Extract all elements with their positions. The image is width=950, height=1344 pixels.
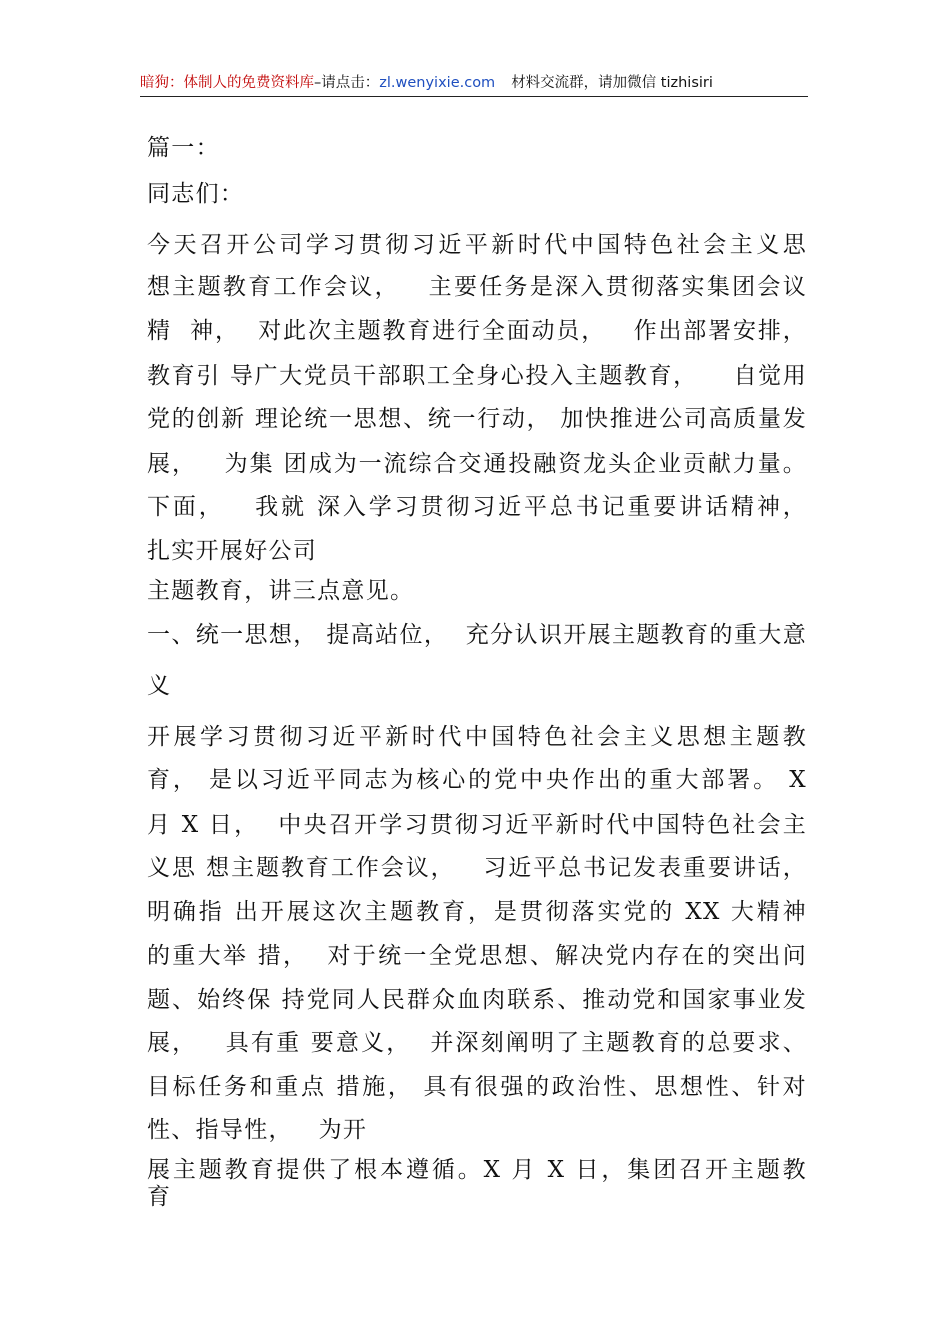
document-line: 月 X 日， 中央召开学习贯彻习近平新时代中国特色社会主 [147,812,807,838]
document-line: 育， 是以习近平同志为核心的党中央作出的重大部署。 X [147,767,807,793]
document-line: 主题教育，讲三点意见。 [147,578,415,604]
document-line: 篇一： [147,135,220,161]
header-url-link[interactable]: zl.wenyixie.com [379,75,496,91]
document-line: 一、统一思想， 提高站位， 充分认识开展主题教育的重大意 [147,622,807,648]
document-line: 性、指导性， 为开 [147,1117,368,1143]
document-line: 义思 想主题教育工作会议， 习近平总书记发表重要讲话， [147,855,807,881]
document-line: 扎实开展好公司 [147,538,318,564]
document-line: 展主题教育提供了根本遵循。X 月 X 日，集团召开主题教 [147,1157,807,1183]
document-line: 同志们： [147,181,245,207]
document-line: 的重大举 措， 对于统一全党思想、解决党内存在的突出问 [147,943,807,969]
document-line: 今天召开公司学习贯彻习近平新时代中国特色社会主义思 [147,232,807,258]
document-line: 题、始终保 持党同人民群众血肉联系、推动党和国家事业发 [147,987,807,1013]
header-site-name: 暗狗：体制人的免费资料库 [140,75,314,91]
document-line: 下面， 我就 深入学习贯彻习近平总书记重要讲话精神， [147,494,807,520]
header-contact-text: 材料交流群，请加微信 tizhisiri [511,75,713,91]
page-header [140,70,808,97]
document-line: 想主题教育工作会议， 主要任务是深入贯彻落实集团会议 [147,274,807,300]
document-line: 育 [147,1184,172,1210]
document-line: 教育引 导广大党员干部职工全身心投入主题教育， 自觉用 [147,363,807,389]
document-line: 展， 具有重 要意义， 并深刻阐明了主题教育的总要求、 [147,1030,807,1056]
document-line: 目标任务和重点 措施， 具有很强的政治性、思想性、针对 [147,1074,807,1100]
header-click-prompt: –请点击： [314,75,380,91]
document-line: 开展学习贯彻习近平新时代中国特色社会主义思想主题教 [147,724,807,750]
document-line: 明确指 出开展这次主题教育，是贯彻落实党的 XX 大精神 [147,899,807,925]
document-line: 义 [147,673,172,699]
document-line: 精 神， 对此次主题教育进行全面动员， 作出部署安排， [147,318,807,344]
document-line: 党的创新 理论统一思想、统一行动， 加快推进公司高质量发 [147,406,807,432]
document-line: 展， 为集 团成为一流综合交通投融资龙头企业贡献力量。 [147,451,807,477]
